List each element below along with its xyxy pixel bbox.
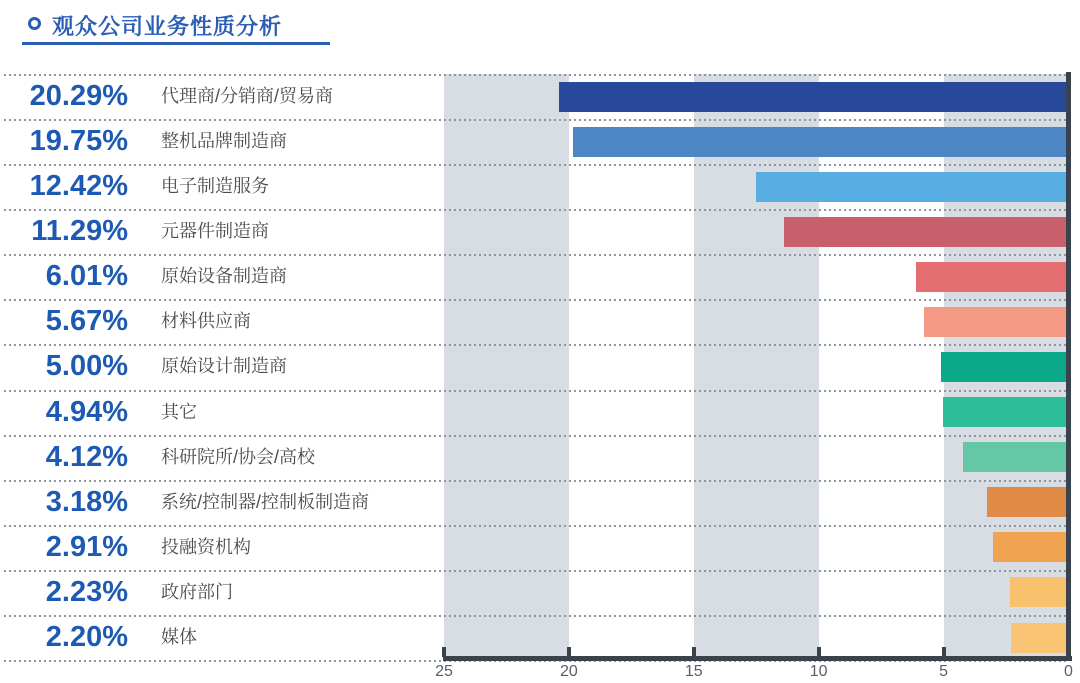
circle-bullet-icon	[28, 17, 41, 30]
category-label: 元器件制造商	[161, 221, 269, 242]
bar	[941, 352, 1066, 382]
x-axis-line	[443, 656, 1072, 661]
percent-value: 6.01%	[45, 260, 128, 293]
percent-value: 20.29%	[29, 80, 128, 112]
axis-zero-line	[1066, 72, 1071, 661]
percent-value: 19.75%	[29, 125, 128, 158]
percent-value: 2.20%	[45, 620, 128, 653]
category-label: 政府部门	[161, 581, 233, 602]
category-label: 投融资机构	[161, 536, 251, 557]
percent-value: 11.29%	[31, 215, 128, 248]
bar	[916, 262, 1066, 292]
bar	[559, 82, 1066, 112]
axis-tick-label: 10	[809, 663, 828, 680]
percent-value: 4.12%	[45, 440, 128, 473]
axis-tick-mark	[567, 647, 571, 657]
chart-title-block	[22, 8, 422, 48]
page-title: 观众公司业务性质分析	[52, 14, 283, 39]
category-label: 系统/控制器/控制板制造商	[161, 491, 370, 512]
percent-value: 3.18%	[45, 485, 128, 518]
percent-value: 5.67%	[45, 305, 128, 338]
axis-tick-mark	[817, 647, 821, 657]
axis-tick-label: 20	[559, 663, 578, 680]
axis-tick-label: 0	[1064, 663, 1073, 680]
category-label: 材料供应商	[161, 311, 251, 332]
bar	[963, 442, 1066, 472]
bar	[1011, 623, 1066, 653]
category-label: 代理商/分销商/贸易商	[161, 86, 334, 106]
bar	[1010, 577, 1066, 607]
percent-value: 4.94%	[45, 395, 128, 428]
category-label: 整机品牌制造商	[161, 131, 287, 152]
category-label: 科研院所/协会/高校	[161, 446, 316, 467]
bar	[943, 397, 1066, 427]
axis-tick-label: 25	[435, 663, 453, 680]
bar	[924, 307, 1066, 337]
bar	[756, 172, 1066, 202]
percent-value: 2.23%	[45, 575, 128, 608]
axis-tick-mark	[442, 647, 446, 657]
category-label: 原始设备制造商	[161, 266, 287, 287]
axis-tick-label: 5	[939, 663, 949, 680]
bar	[573, 127, 1066, 157]
category-label: 媒体	[161, 626, 197, 647]
axis-tick-mark	[942, 647, 946, 657]
category-label: 原始设计制造商	[161, 356, 287, 377]
category-label: 其它	[161, 401, 197, 422]
percent-value: 5.00%	[45, 350, 128, 383]
title-underline	[22, 42, 330, 45]
bar	[987, 487, 1066, 517]
percent-value: 12.42%	[29, 170, 128, 203]
percent-value: 2.91%	[45, 530, 128, 563]
axis-tick-label: 15	[684, 663, 703, 680]
axis-tick-mark	[692, 647, 696, 657]
bar	[784, 217, 1066, 247]
category-label: 电子制造服务	[161, 176, 269, 197]
bar	[993, 532, 1066, 562]
